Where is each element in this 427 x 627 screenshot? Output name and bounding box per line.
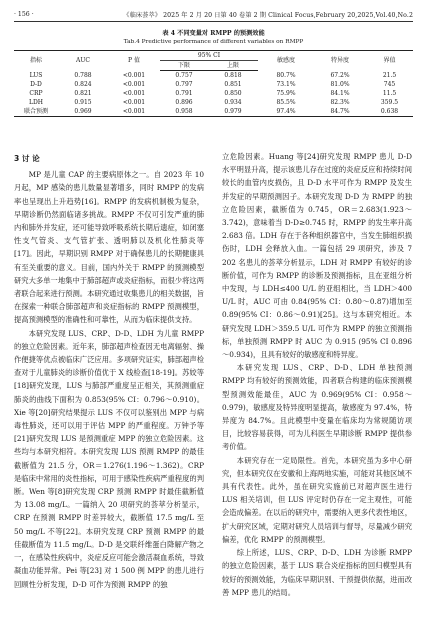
- cell-cutoff: 0.638: [366, 107, 413, 117]
- th-cutoff: 界值: [366, 51, 413, 71]
- table-caption-cn: 表 4 不同变量对 RMPP 的预测效能: [162, 30, 265, 37]
- cell-auc: 0.788: [74, 71, 92, 79]
- paragraph: 综上所述，LUS、CRP、D-D、LDH 为诊断 RMPP 的独立危险因素，基于 LUS 联合炎症指标的回归模型具有较好的预测效能，为临床早期识别、干预提供依据，进而改善 MPP 患儿的结局。: [222, 548, 412, 597]
- cell-ci-upper: 0.934: [224, 99, 242, 106]
- cell-sensitivity: 80.7%: [276, 71, 296, 79]
- cell-ci-lower: 0.757: [175, 72, 193, 79]
- cell-ci-upper: 0.851: [224, 81, 242, 88]
- cell-indicator: LDH: [28, 99, 44, 106]
- cell-p: <0.001: [108, 107, 160, 117]
- cell-ci-upper: 0.850: [224, 90, 242, 97]
- cell-indicator: CRP: [29, 90, 43, 97]
- cell-p: <0.001: [122, 99, 146, 106]
- th-sensitivity: 敏感度: [258, 51, 314, 71]
- th-ci: 95% CI: [160, 51, 258, 61]
- cell-cutoff: 359.5: [380, 99, 399, 106]
- running-head: [14, 8, 413, 20]
- page-number: · 156 ·: [14, 10, 34, 18]
- th-p-value: P 值: [108, 51, 160, 71]
- paragraph: 立危险因素。Huang 等[24]研究发现 RMPP 患儿 D-D 水平明显升高，提示该患儿存在过度的炎症反应和持续时间较长的血管内皮损伤，且 D-D 水平可作为 RMPP 及发生并发症的早期预测因子。本研究发现 D-D 为 RMPP 的独立危险因素，截断值为 0.745，OR＝2.683(1.923～3.742)，意味着当 D-D≥0.745 时，RMPP 的发生率升高 2.683 倍。LDH 存在于各种组织器官中，当发生肺组织损伤时，LDH 会释放入血。一篇包括 29 项研究，涉及 7 202 名患儿的荟萃分析显示，LDH 对 RMPP 有较好的诊断价值，可作为 RMPP 的诊断及预测指标，且在亚组分析中发现，与 LDH≤400 U/L 的亚组相比，当 LDH＞400 U/L 时，AUC 可由 0.84(95% CI：0.80～0.87)增加至 0.89(95% CI：0.86～0.91)[25]。这与本研究相近。本研究发现 LDH＞359.5 U/L 可作为 RMPP 的独立预测指标，单独预测 RMPP 时 AUC 为 0.915 (95% CI 0.896～0.934)，且具有较好的敏感度和特异度。: [222, 152, 412, 360]
- prediction-performance-table: [14, 50, 413, 117]
- paragraph: 本研究发现 LUS、CRP、D-D、LDH 为儿童 RMPP 的独立危险因素。近年来，肺部超声检查因无电离辐射、操作便捷等优点被临床广泛应用。多项研究证实，肺部超声检查对于儿童肺炎的诊断价值优于 X 线检查[18-19]。苏姣等[18]研究发现，LUS 与肺部严重度呈正相关，其预测重症肺炎的曲线下面积为 0.853(95% CI：0.796～0.910)。Xie 等[20]研究结果提示 LUS 不仅可以鉴别出 MPP 与病毒性肺炎，还可以用于评估 MPP 的严重程度。万钟予等[21]研究发现 LUS 是预测重症 MPP 的独立危险因素。这些均与本研究相符。本研究发现 LUS 预测 RMPP 的最佳截断值为 21.5 分，OR＝1.276(1.196～1.362)。CRP 是临床中常用的炎性指标，可用于感染性疾病严重程度的判断。Wen 等[8]研究发现 CRP 预测 RMPP 时最佳截断值为 13.08 mg/L。一篇纳入 20 项研究的荟萃分析显示，CRP 在预测 RMPP 时差异较大，截断值 17.5 mg/L 至 50 mg/L 不等[22]。本研究发现 CRP 预测 RMPP 的最佳截断值为 11.5 mg/L。D-D 是交联纤维蛋白降解产物之一，在感染性疾病中，炎症反应可能会激活凝血系统，导致凝血功能异常。Pei 等[23] 对 1 500 例 MPP 的患儿进行回顾性分析发现，D-D 可作为预测 RMPP 的独: [14, 328, 204, 589]
- cell-specificity: 81.0%: [330, 81, 350, 88]
- paragraph: MP 是儿童 CAP 的主要病原体之一。自 2023 年 10 月起，MP 感染的患儿数量显著增多，同时 RMPP 的发病率也呈现出上升趋势[16]。RMPP 的发病机制极为复杂，早期诊断仍然面临诸多挑战。RMPP 不仅可引发严重的肺内和肺外并发症，还可能导致呼吸系统长期后遗症，如闭塞性支气管炎、支气管扩张、透明肺以及机化性肺炎等[17]。因此，早期识别 RMPP 对于确保患儿的长期健康具有至关重要的意义。目前，国内外关于 RMPP 的预测模型研究大多单一地集中于肺部超声或炎症指标，而很少将这两者联合起来进行预测。本研究通过收集患儿的相关数据，旨在探索一种联合肺部超声和炎症指标的 RMPP 预测模型，提高预测模型的准确性和可靠性，从而为临床提供支持。: [14, 170, 204, 325]
- cell-auc: 0.821: [74, 90, 92, 97]
- table-row: [14, 71, 413, 81]
- cell-sensitivity: 73.1%: [276, 81, 296, 88]
- right-column: [222, 150, 412, 599]
- header-rule: [14, 21, 413, 22]
- cell-cutoff: 11.5: [382, 90, 397, 97]
- table-row: [14, 98, 413, 107]
- cell-specificity: 67.2%: [330, 71, 350, 79]
- table-row: [14, 89, 413, 98]
- paragraph: 本研究发现 LUS、CRP、D-D、LDH 单独预测 RMPP 均有较好的预测效能，四者联合构建的临床预测模型预测效能最佳，AUC 为 0.969(95% CI：0.958～0.979)，敏感度及特异度明显提高，敏感度为 97.4%，特异度为 84.7%。且此模型中变量在临床均为常规随访项目，比较容易获得，可为儿科医生早期诊断 RMPP 提供参考价值。: [222, 363, 412, 452]
- th-ci-upper: 上限: [208, 61, 258, 71]
- th-specificity: 特异度: [314, 51, 366, 71]
- table-row: [14, 80, 413, 89]
- cell-cutoff: 745: [383, 81, 396, 88]
- cell-ci-upper: 0.818: [224, 72, 242, 79]
- th-ci-lower: 下限: [160, 61, 208, 71]
- cell-ci-lower: 0.958: [160, 107, 208, 117]
- cell-p: <0.001: [122, 81, 146, 88]
- cell-specificity: 84.7%: [314, 107, 366, 117]
- cell-p: <0.001: [122, 90, 146, 97]
- cell-cutoff: 21.5: [382, 71, 397, 79]
- cell-specificity: 84.1%: [330, 90, 350, 97]
- paragraph: 本研究存在一定局限性。首先，本研究虽为多中心研究，但本研究仅在安徽和上海两地实施，可能对其他区域不具有代表性。此外，虽在研究实施前已对超声医生进行 LUS 相关培训，但 LUS 评定时仍存在一定主观性，可能会造成偏差。在以后的研究中，需要纳入更多代表性地区，扩大研究区域，定期对研究人员培训与督导，尽量减少研究偏差，优化 RMPP 的预测模型。: [222, 455, 412, 544]
- cell-sensitivity: 97.4%: [258, 107, 314, 117]
- cell-indicator: LUS: [29, 71, 43, 79]
- cell-ci-upper: 0.979: [208, 107, 258, 117]
- cell-specificity: 82.3%: [330, 99, 350, 106]
- cell-ci-lower: 0.896: [175, 99, 193, 106]
- cell-indicator: 联合预测: [14, 107, 58, 117]
- cell-ci-lower: 0.791: [175, 90, 193, 97]
- journal-citation-line: 《临床荟萃》 2025 年 2 月 20 日第 40 卷第 2 期 Clinical Focus,February 20,2025,Vol.40,No.2: [123, 11, 413, 19]
- cell-auc: 0.824: [74, 81, 92, 88]
- table-row: [14, 107, 413, 117]
- left-column: [14, 150, 204, 591]
- cell-auc: 0.969: [58, 107, 108, 117]
- th-auc: AUC: [58, 51, 108, 71]
- cell-sensitivity: 85.5%: [276, 99, 296, 106]
- cell-auc: 0.915: [74, 99, 92, 106]
- th-indicator: 指标: [14, 51, 58, 71]
- cell-sensitivity: 75.9%: [276, 90, 296, 97]
- cell-p: <0.001: [122, 71, 146, 79]
- section-heading: 3 讨 论: [14, 154, 40, 163]
- cell-ci-lower: 0.797: [175, 81, 193, 88]
- table-caption-en: Tab.4 Predictive performance of different variables on RMPP: [123, 39, 304, 45]
- cell-indicator: D-D: [30, 81, 42, 88]
